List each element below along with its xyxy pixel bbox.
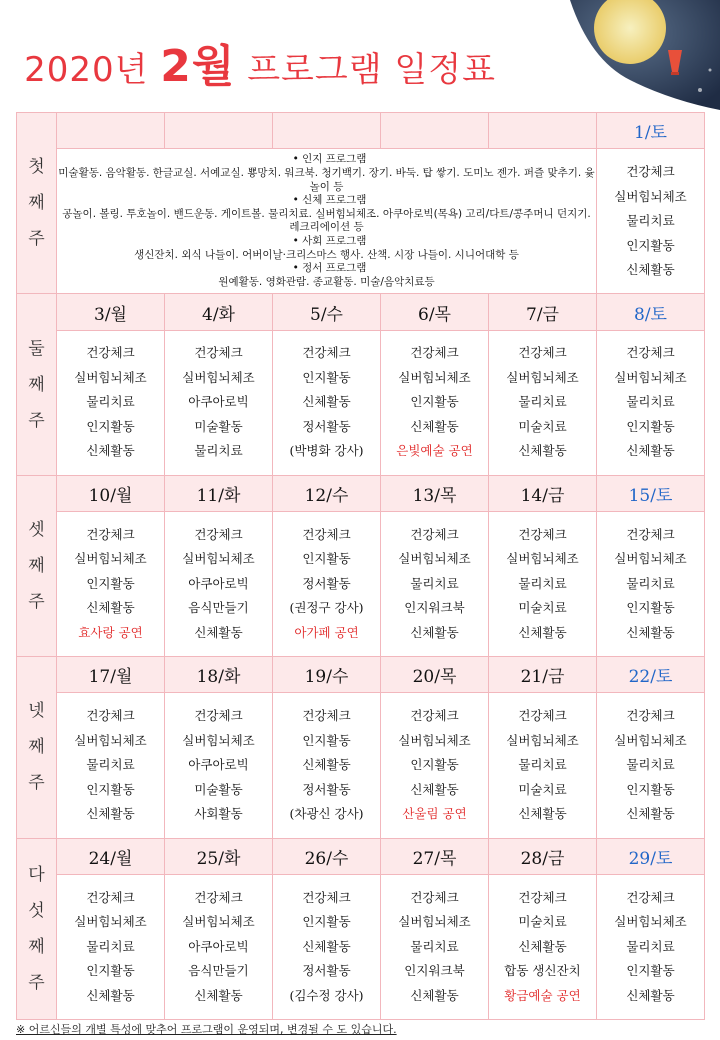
activity-item: 신체활동 [302, 938, 351, 954]
week-label-char: 셋 [28, 519, 45, 540]
day-activities [57, 693, 165, 838]
date-cell: 13/목 [381, 475, 489, 511]
date-cell: 25/화 [165, 838, 273, 874]
activity-item: 음식만들기 [188, 600, 249, 616]
activity-item: 사회활동 [194, 806, 243, 822]
activity-item: 실버힘뇌체조 [74, 914, 147, 930]
week-label-char: 섯 [28, 900, 45, 921]
title-rest: 프로그램 일정표 [247, 50, 496, 90]
activity-item: 물리치료 [86, 938, 135, 954]
activity-item: 건강체크 [194, 345, 243, 361]
date-cell: 6/목 [381, 294, 489, 330]
week1-header-row [17, 113, 705, 149]
week-label-char: 주 [28, 591, 45, 612]
day-activities [57, 874, 165, 1019]
activity-item: 건강체크 [410, 889, 459, 905]
program-category: • 인지 프로그램 [292, 153, 367, 166]
date-cell: 8/토 [597, 294, 705, 330]
activity-item: 인지활동 [302, 914, 351, 930]
day-activities [597, 330, 705, 475]
activity-item: 건강체크 [302, 526, 351, 542]
date-cell: 5/수 [273, 294, 381, 330]
week-label-char: 주 [28, 972, 45, 993]
schedule-table [16, 112, 705, 1020]
activity-item: 미술치료 [518, 781, 567, 797]
activity-item: 건강체크 [518, 708, 567, 724]
activity-item: 실버힘뇌체조 [398, 732, 471, 748]
date-cell: 14/금 [489, 475, 597, 511]
activity-item: 인지활동 [86, 418, 135, 434]
activity-item: 신체활동 [626, 624, 675, 640]
activity-item: 건강체크 [194, 889, 243, 905]
activity-item: 물리치료 [410, 938, 459, 954]
activity-item: 아가페 공연 [294, 624, 359, 640]
activity-item: 실버힘뇌체조 [614, 914, 687, 930]
activity-item: (차광신 강사) [289, 806, 364, 822]
activity-item: 실버힘뇌체조 [182, 732, 255, 748]
date-cell: 29/토 [597, 838, 705, 874]
activity-item: 물리치료 [626, 575, 675, 591]
date-cell: 12/수 [273, 475, 381, 511]
date-cell: 19/수 [273, 657, 381, 693]
activity-item: 신체활동 [194, 624, 243, 640]
activity-item: 신체활동 [194, 987, 243, 1003]
activity-item: 신체활동 [626, 443, 675, 459]
day-activities [597, 512, 705, 657]
activity-item: 아쿠아로빅 [188, 394, 249, 410]
activity-item: 실버힘뇌체조 [182, 369, 255, 385]
empty-date-cell [57, 113, 165, 149]
moon-lantern-illustration [550, 0, 720, 110]
week-label-char: 째 [28, 737, 45, 758]
day-activities [165, 330, 273, 475]
activity-item: 실버힘뇌체조 [614, 188, 687, 204]
week-label-char: 둘 [28, 338, 45, 359]
activity-item: 물리치료 [86, 394, 135, 410]
activity-item: 인지활동 [86, 781, 135, 797]
date-cell: 3/월 [57, 294, 165, 330]
activity-item: 신체활동 [518, 806, 567, 822]
day-activities [489, 693, 597, 838]
activity-item: 신체활동 [86, 600, 135, 616]
week-header-row [17, 838, 705, 874]
activity-item: 인지활동 [302, 551, 351, 567]
activity-item: 건강체크 [86, 889, 135, 905]
date-cell: 21/금 [489, 657, 597, 693]
date-cell: 24/월 [57, 838, 165, 874]
week-label-char: 첫 [28, 157, 45, 178]
empty-date-cell [489, 113, 597, 149]
activity-item: 건강체크 [626, 164, 675, 180]
activity-item: 인지활동 [86, 575, 135, 591]
activity-item: 신체활동 [86, 806, 135, 822]
activity-item: 인지활동 [626, 237, 675, 253]
date-cell: 20/목 [381, 657, 489, 693]
activity-item: 신체활동 [410, 781, 459, 797]
activity-item: 인지활동 [410, 394, 459, 410]
activity-item: 건강체크 [626, 526, 675, 542]
activity-item: 미술치료 [518, 600, 567, 616]
day-activities [489, 330, 597, 475]
activity-item: 아쿠아로빅 [188, 575, 249, 591]
activity-item: 건강체크 [626, 345, 675, 361]
activity-item: 건강체크 [86, 526, 135, 542]
activity-item: 정서활동 [302, 781, 351, 797]
week-label [17, 294, 57, 475]
activity-item: 실버힘뇌체조 [74, 551, 147, 567]
activity-item: 신체활동 [518, 443, 567, 459]
week-label-char: 주 [28, 773, 45, 794]
activity-item: 실버힘뇌체조 [614, 732, 687, 748]
week-label [17, 113, 57, 294]
activity-item: 건강체크 [410, 526, 459, 542]
day-activities [381, 512, 489, 657]
activity-item: 건강체크 [626, 708, 675, 724]
activity-item: 실버힘뇌체조 [398, 551, 471, 567]
activity-item: 신체활동 [86, 443, 135, 459]
activity-item: 실버힘뇌체조 [506, 369, 579, 385]
day-activities [597, 693, 705, 838]
activity-item: 아쿠아로빅 [188, 938, 249, 954]
activity-item: 효사랑 공연 [78, 624, 143, 640]
program-list: 생신잔치. 외식 나들이. 어버이날·크리스마스 행사. 산책. 시장 나들이. 시니어대학 등 [134, 248, 519, 261]
activity-item: 미술치료 [518, 418, 567, 434]
activity-item: 물리치료 [626, 213, 675, 229]
program-list: 미술활동. 음악활동. 한글교실. 서예교실. 뿅망치. 워크북. 청기백기. 장기. 바둑. 탑 쌓기. 도미노 젠가. 퍼즐 맞추기. 윷놀이 등 [58, 166, 595, 193]
activity-item: 인지활동 [410, 757, 459, 773]
day-activities [57, 512, 165, 657]
program-category: • 정서 프로그램 [292, 262, 367, 275]
title-year: 2020년 [24, 50, 149, 90]
activity-item: 미술활동 [194, 781, 243, 797]
activity-item: 실버힘뇌체조 [398, 369, 471, 385]
title-month: 2월 [160, 41, 236, 92]
empty-date-cell [165, 113, 273, 149]
activity-item: 인지워크북 [404, 963, 465, 979]
date-cell: 18/화 [165, 657, 273, 693]
activity-item: 물리치료 [626, 394, 675, 410]
day-activities [273, 330, 381, 475]
activity-item: 신체활동 [86, 987, 135, 1003]
activity-item: (박병화 강사) [289, 443, 364, 459]
day-activities [489, 512, 597, 657]
week-header-row [17, 657, 705, 693]
date-cell: 7/금 [489, 294, 597, 330]
day-activities [597, 149, 705, 294]
empty-date-cell [381, 113, 489, 149]
week-label-char: 주 [28, 410, 45, 431]
activity-item: 신체활동 [410, 987, 459, 1003]
program-list: 원예활동. 영화관람. 종교활동. 미술/음악치료등 [218, 275, 435, 288]
week-body-row [17, 874, 705, 1019]
activity-item: 신체활동 [410, 624, 459, 640]
empty-date-cell [273, 113, 381, 149]
day-activities [165, 512, 273, 657]
program-category: • 사회 프로그램 [292, 234, 367, 247]
activity-item: 신체활동 [518, 624, 567, 640]
activity-item: 건강체크 [518, 526, 567, 542]
date-cell: 10/월 [57, 475, 165, 511]
activity-item: 건강체크 [194, 708, 243, 724]
date-cell: 27/목 [381, 838, 489, 874]
date-cell: 4/화 [165, 294, 273, 330]
activity-item: 건강체크 [410, 345, 459, 361]
day-activities [165, 693, 273, 838]
date-cell: 11/화 [165, 475, 273, 511]
day-activities [381, 874, 489, 1019]
week-header-row [17, 475, 705, 511]
activity-item: 실버힘뇌체조 [614, 369, 687, 385]
activity-item: 합동 생신잔치 [504, 963, 581, 979]
activity-item: 실버힘뇌체조 [74, 369, 147, 385]
activity-item: 인지활동 [302, 732, 351, 748]
date-cell: 28/금 [489, 838, 597, 874]
activity-item: 신체활동 [302, 757, 351, 773]
day-activities [273, 874, 381, 1019]
activity-item: 실버힘뇌체조 [614, 551, 687, 567]
day-activities [165, 874, 273, 1019]
activity-item: 아쿠아로빅 [188, 757, 249, 773]
activity-item: 물리치료 [626, 757, 675, 773]
week-label-char: 주 [28, 229, 45, 250]
activity-item: 황금예술 공연 [504, 987, 581, 1003]
activity-item: 건강체크 [302, 889, 351, 905]
activity-item: 실버힘뇌체조 [506, 732, 579, 748]
date-cell: 26/수 [273, 838, 381, 874]
footer-note: ※ 어르신들의 개별 특성에 맞추어 프로그램이 운영되며, 변경될 수 도 있습니다. [16, 1023, 397, 1036]
activity-item: 건강체크 [194, 526, 243, 542]
activity-item: 인지활동 [86, 963, 135, 979]
activity-item: 신체활동 [626, 987, 675, 1003]
activity-item: 신체활동 [626, 806, 675, 822]
week-label-char: 째 [28, 374, 45, 395]
activity-item: 인지활동 [626, 418, 675, 434]
activity-item: 인지활동 [302, 369, 351, 385]
day-activities [381, 330, 489, 475]
page-title [0, 30, 520, 94]
activity-item: (김수정 강사) [289, 987, 364, 1003]
date-cell: 15/토 [597, 475, 705, 511]
day-activities [273, 693, 381, 838]
activity-item: 신체활동 [626, 262, 675, 278]
week-label-char: 째 [28, 936, 45, 957]
activity-item: 건강체크 [302, 708, 351, 724]
day-activities [57, 330, 165, 475]
activity-item: 실버힘뇌체조 [182, 551, 255, 567]
activity-item: 산울림 공연 [402, 806, 467, 822]
week-body-row [17, 330, 705, 475]
activity-item: 정서활동 [302, 963, 351, 979]
program-description [57, 149, 597, 294]
week-header-row [17, 294, 705, 330]
activity-item: 실버힘뇌체조 [182, 914, 255, 930]
activity-item: 건강체크 [518, 889, 567, 905]
activity-item: 물리치료 [410, 575, 459, 591]
week-label-char: 다 [28, 864, 45, 885]
day-activities [597, 874, 705, 1019]
day-activities [489, 874, 597, 1019]
activity-item: 신체활동 [518, 938, 567, 954]
date-cell: 22/토 [597, 657, 705, 693]
activity-item: 인지워크북 [404, 600, 465, 616]
activity-item: 실버힘뇌체조 [506, 551, 579, 567]
activity-item: 건강체크 [86, 345, 135, 361]
activity-item: 미술활동 [194, 418, 243, 434]
activity-item: 신체활동 [410, 418, 459, 434]
activity-item: 정서활동 [302, 575, 351, 591]
activity-item: 건강체크 [86, 708, 135, 724]
program-category: • 신체 프로그램 [292, 194, 367, 207]
activity-item: 신체활동 [302, 394, 351, 410]
activity-item: 음식만들기 [188, 963, 249, 979]
activity-item: 물리치료 [86, 757, 135, 773]
activity-item: 인지활동 [626, 600, 675, 616]
activity-item: 인지활동 [626, 963, 675, 979]
activity-item: 정서활동 [302, 418, 351, 434]
activity-item: 인지활동 [626, 781, 675, 797]
activity-item: (권정구 강사) [289, 600, 364, 616]
activity-item: 미술치료 [518, 914, 567, 930]
activity-item: 물리치료 [194, 443, 243, 459]
week-label [17, 657, 57, 838]
week-body-row [17, 693, 705, 838]
week-body-row [17, 512, 705, 657]
activity-item: 건강체크 [302, 345, 351, 361]
week-label [17, 838, 57, 1020]
date-cell: 17/월 [57, 657, 165, 693]
week-label-char: 째 [28, 555, 45, 576]
week1-body-row [17, 149, 705, 294]
date-cell: 1/토 [597, 113, 705, 149]
activity-item: 물리치료 [518, 575, 567, 591]
activity-item: 물리치료 [626, 938, 675, 954]
activity-item: 물리치료 [518, 394, 567, 410]
week-label-char: 째 [28, 193, 45, 214]
program-list: 공놀이. 볼링. 투호놀이. 밴드운동. 게이트볼. 물리치료. 실버힘뇌체조. 아쿠아로빅(목욕) 고리/다트/콩주머니 던지기. 레크리에이션 등 [62, 207, 591, 234]
week-label [17, 475, 57, 656]
activity-item: 실버힘뇌체조 [398, 914, 471, 930]
activity-item: 건강체크 [626, 889, 675, 905]
activity-item: 은빛예술 공연 [396, 443, 473, 459]
activity-item: 건강체크 [410, 708, 459, 724]
week-label-char: 넷 [28, 701, 45, 722]
activity-item: 물리치료 [518, 757, 567, 773]
day-activities [273, 512, 381, 657]
day-activities [381, 693, 489, 838]
activity-item: 건강체크 [518, 345, 567, 361]
activity-item: 실버힘뇌체조 [74, 732, 147, 748]
